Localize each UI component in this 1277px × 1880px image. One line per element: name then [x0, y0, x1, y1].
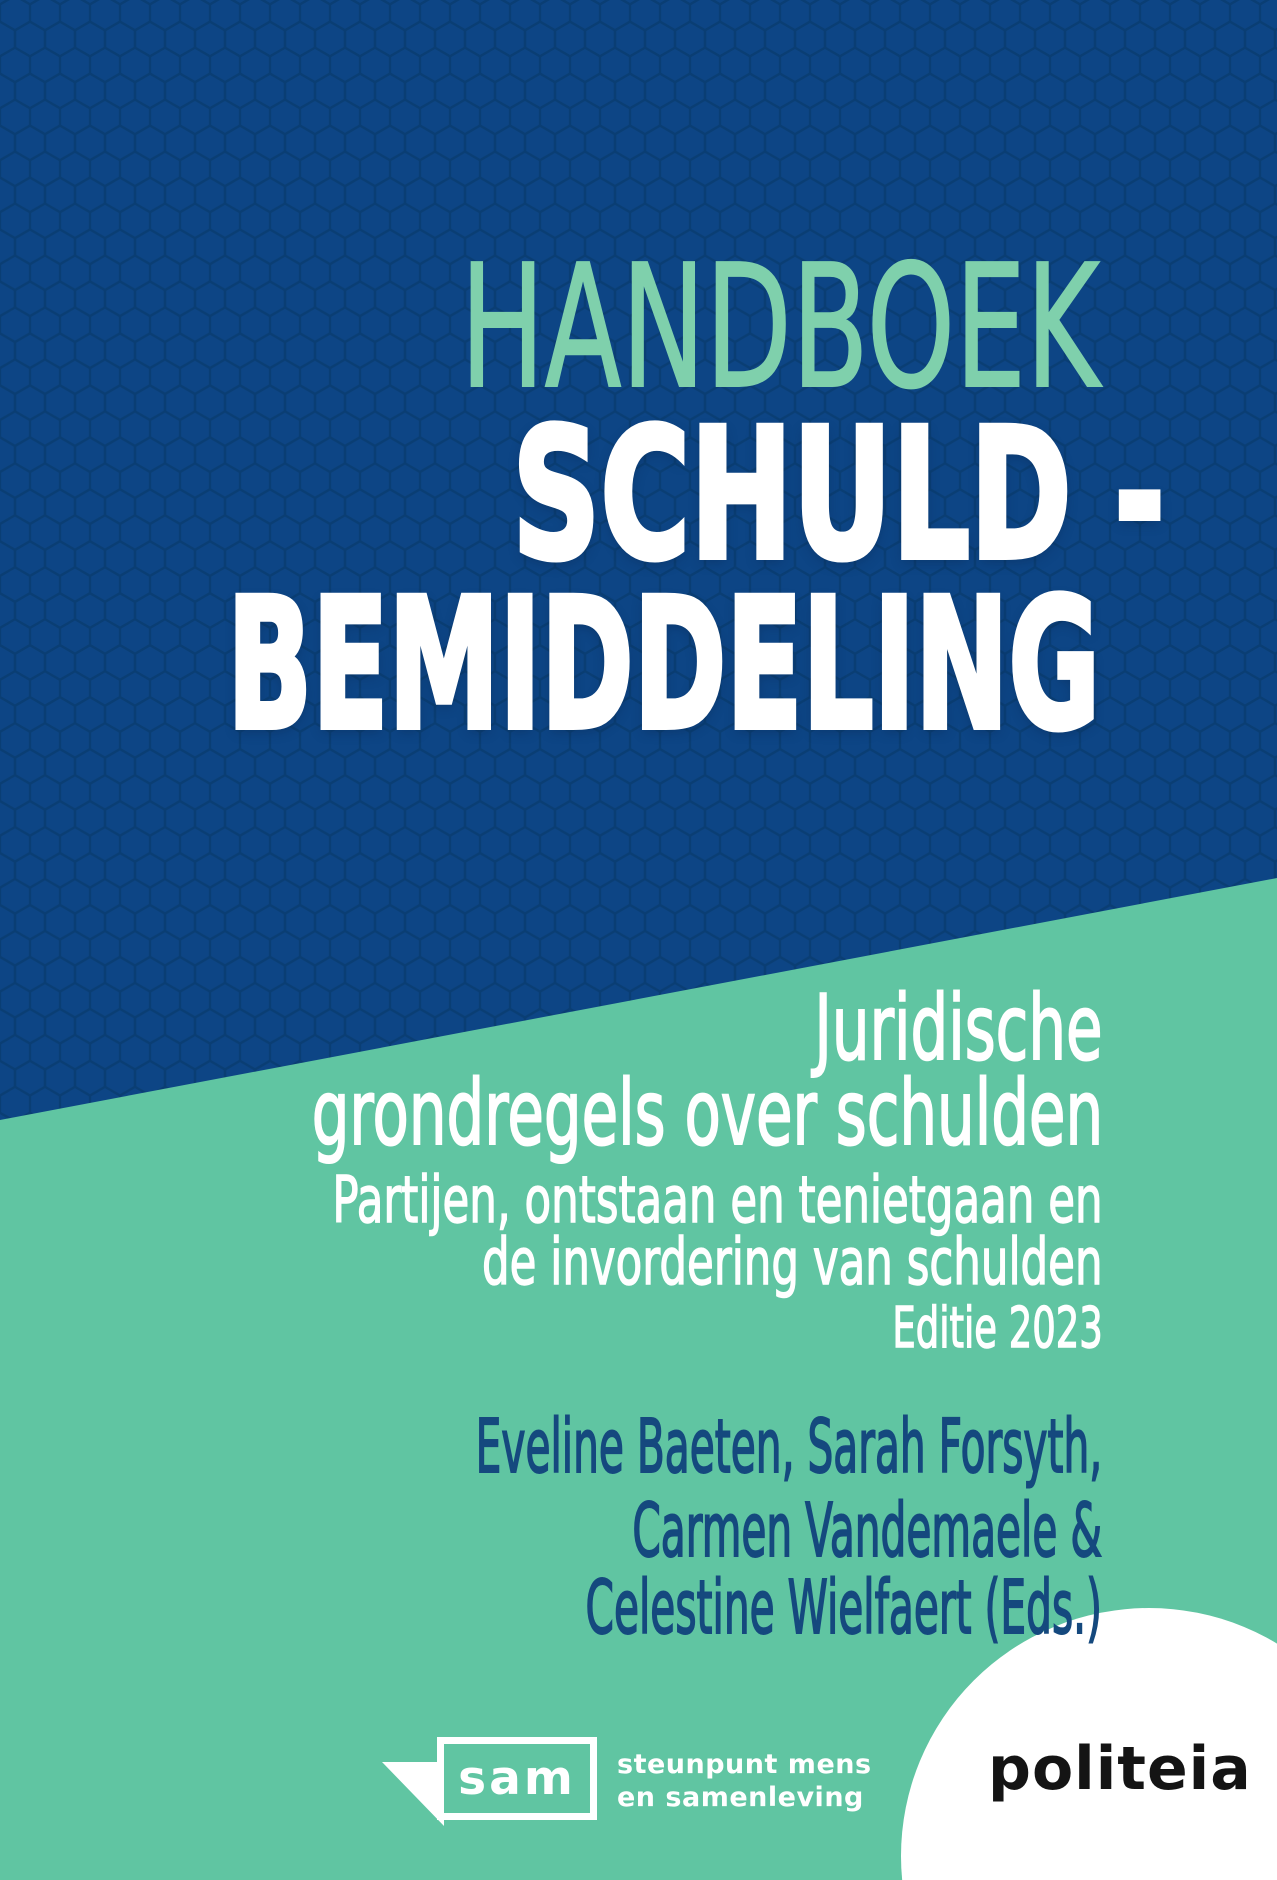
- subtitle-line-1: Juridische: [814, 976, 1103, 1081]
- publisher-logo: politeia: [988, 1734, 1252, 1804]
- edition-label: Editie 2023: [892, 1296, 1103, 1361]
- sam-tagline: [617, 1748, 872, 1814]
- description-line-2: de invordering van schulden: [482, 1226, 1103, 1300]
- sam-logo-label: sam: [458, 1751, 576, 1806]
- title-line-schuld: SCHULD -: [512, 391, 1165, 600]
- authors-line-3: Celestine Wielfaert (Eds.): [585, 1565, 1102, 1651]
- subtitle-line-2: grondregels over schulden: [311, 1061, 1103, 1166]
- description-line-1: Partijen, ontstaan en tenietgaan en: [332, 1164, 1103, 1238]
- title-line-bemiddeling: BEMIDDELING: [226, 561, 1100, 770]
- sam-tagline-line-1: steunpunt mens: [617, 1749, 872, 1780]
- sam-tagline-line-2: en samenleving: [617, 1782, 864, 1813]
- authors-line-1: Eveline Baeten, Sarah Forsyth,: [475, 1404, 1102, 1490]
- title-line-handboek: HANDBOEK: [460, 229, 1100, 427]
- authors-line-2: Carmen Vandemaele &: [632, 1488, 1102, 1574]
